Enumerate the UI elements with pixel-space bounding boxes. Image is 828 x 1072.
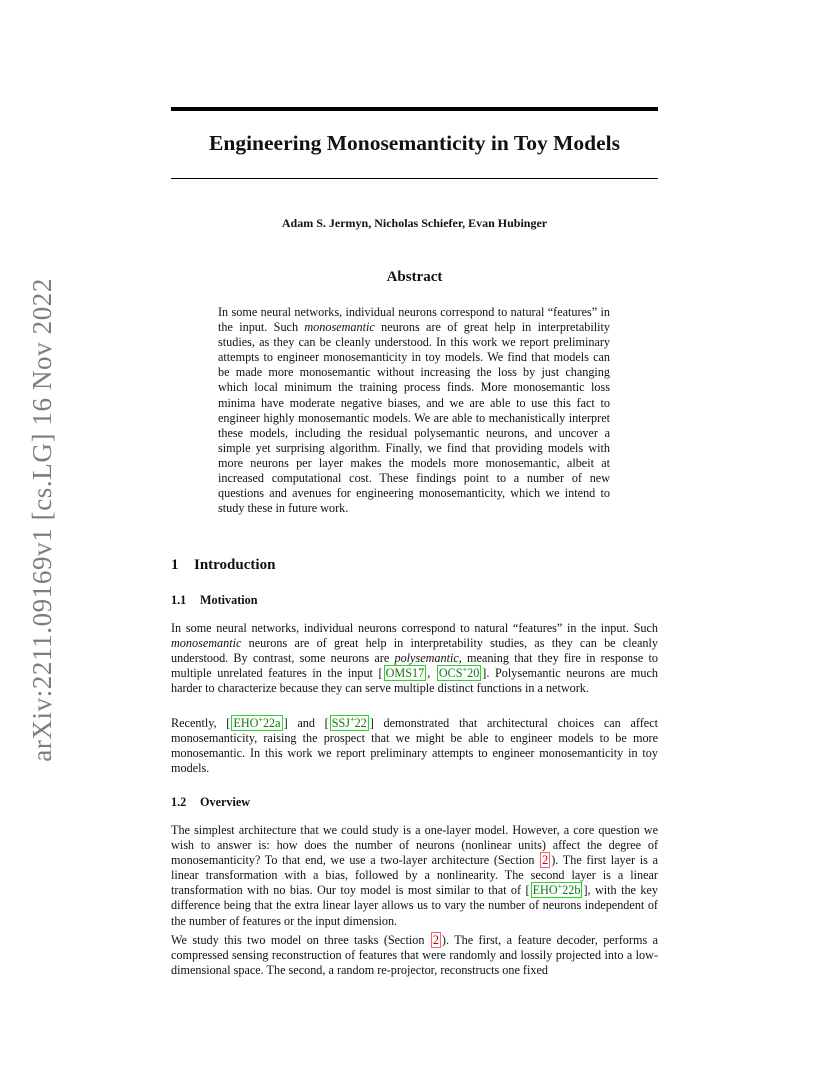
section-number: 1 bbox=[171, 557, 179, 573]
citation-link[interactable]: OCS+20 bbox=[438, 665, 480, 681]
subsection-heading-motivation bbox=[171, 593, 258, 608]
motivation-paragraph-2: Recently, [ EHO+22a ] and [ SSJ+22 ] demonstrated that architectural choices can affect monosemanticity, raising the prospect that we might be able to engineer models to be more monosemantic. In this work we report preliminary attempts to engineer monosemanticity in toy models. bbox=[171, 714, 659, 776]
citation-link[interactable]: OMS17 bbox=[385, 666, 425, 681]
overview-paragraph-2: We study this two model on three tasks (Section 2 ). The first, a feature decoder, performs a compressed sensing reconstruction of features that were randomly and lossily projected into a low-dimensional space. The second, a random re-projector, reconstructs one fixed bbox=[171, 933, 658, 978]
title-rule-bottom bbox=[171, 178, 658, 179]
subsection-title: Motivation bbox=[200, 593, 258, 607]
citation-link[interactable]: EHO+22a bbox=[233, 714, 281, 730]
section-reference-link[interactable]: 2 bbox=[542, 853, 549, 868]
subsection-number: 1.1 bbox=[171, 593, 187, 607]
section-title: Introduction bbox=[194, 557, 276, 573]
citation-link[interactable]: EHO+22b bbox=[532, 882, 581, 898]
section-heading-introduction bbox=[171, 557, 275, 574]
arxiv-identifier: arXiv:2211.09169v1 [cs.LG] 16 Nov 2022 bbox=[26, 277, 57, 762]
paper-authors: Adam S. Jermyn, Nicholas Schiefer, Evan Hubinger bbox=[281, 216, 548, 230]
subsection-heading-overview bbox=[171, 795, 250, 810]
arxiv-identifier-sidebar bbox=[20, 277, 64, 762]
motivation-paragraph-1: In some neural networks, individual neurons correspond to natural “features” in the input. Such monosemantic neurons are of great help in interpretability studies, as they can be cleanly understood. By contrast, some neurons are polysemantic, meaning that they fire in response to multiple unrelated features in the input [ OMS17 , OCS+20 ]. Polysemantic neurons are much harder to characterize because they can serve multiple distinct functions in a network. bbox=[171, 621, 659, 696]
abstract-text: In some neural networks, individual neurons correspond to natural “features” in the input. Such monosemantic neurons are of great help in interpretability studies, as they can be cleanly understood. In this work we report preliminary attempts to engineer monosemanticity in toy models. We find that models can be made more monosemantic without increasing the loss by just changing which local minimum the training process finds. More monosemantic loss minima have moderate negative biases, and we are able to use this fact to engineer highly monosemantic models. We are able to mechanistically interpret these models, including the residual polysemantic neurons, and uncover a simple yet surprising algorithm. Finally, we find that providing models with more neurons per layer makes the models more monosemantic, albeit at increased computational cost. These findings point to a number of new questions and avenues for engineering monosemanticity, which we intend to study these in future work. bbox=[218, 305, 610, 516]
citation-link[interactable]: SSJ+22 bbox=[331, 714, 367, 730]
subsection-number: 1.2 bbox=[171, 795, 187, 809]
subsection-title: Overview bbox=[200, 795, 251, 809]
overview-paragraph-1: The simplest architecture that we could study is a one-layer model. However, a core question we wish to answer is: how does the number of neurons (nonlinear units) affect the degree of monosemanticity? To that end, we use a two-layer architecture (Section 2 ). The first layer is a linear transformation with a bias, followed by a nonlinearity. The second layer is a linear transformation with no bias. Our toy model is most similar to that of [ EHO+22b ], with the key difference being that the extra linear layer allows us to vary the number of neurons independent of the number of features or the input dimension. bbox=[171, 823, 659, 928]
section-reference-link[interactable]: 2 bbox=[432, 933, 439, 947]
paper-title: Engineering Monosemanticity in Toy Models bbox=[209, 131, 620, 155]
abstract-heading: Abstract bbox=[386, 269, 443, 285]
title-rule-top bbox=[171, 107, 658, 111]
